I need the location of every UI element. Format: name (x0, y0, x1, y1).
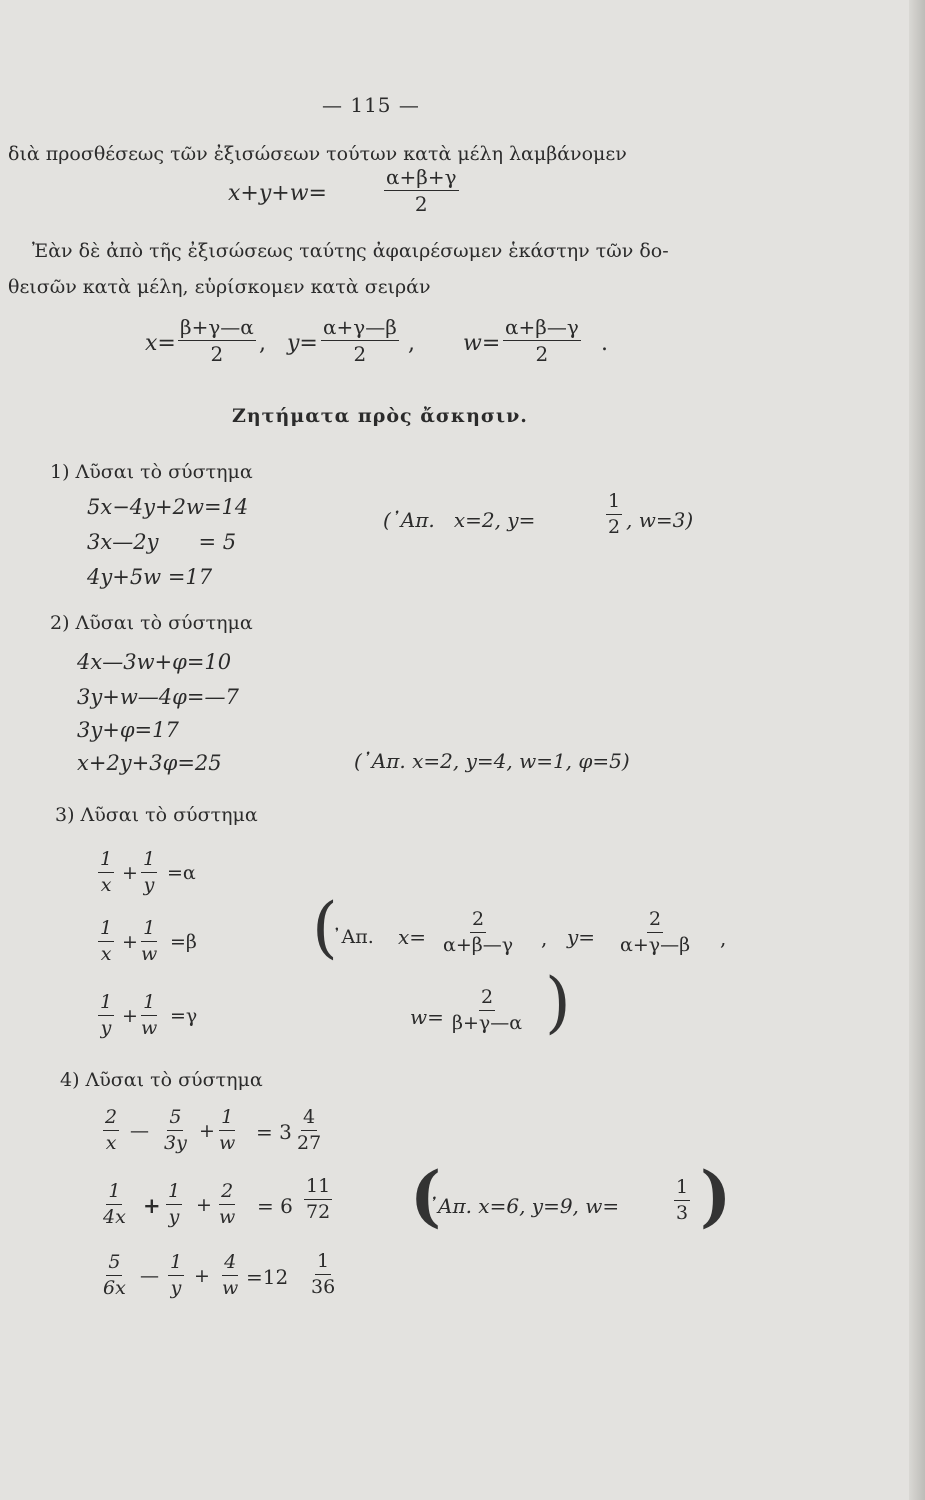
problem-3-eq-3-frac-2 (141, 993, 157, 1038)
denominator: w (219, 1132, 236, 1154)
problem-1-answer-numerator: 1 (606, 492, 622, 515)
problem-4-eq-3-mixed-fraction (311, 1252, 335, 1297)
numerator: 1 (315, 1252, 331, 1275)
problem-3-eq-1-frac-1 (98, 850, 114, 895)
numerator: 1 (98, 850, 114, 873)
problem-2-eq-1: 4x—3w+φ=10 (77, 650, 232, 674)
solution-w-numerator: α+β—γ (505, 315, 579, 339)
problem-4-eq-2-op-1: + (143, 1193, 161, 1218)
problem-3-eq-2-frac-1 (98, 919, 114, 964)
denominator: 27 (297, 1132, 322, 1154)
numerator: 1 (219, 1108, 235, 1131)
denominator: 3y (164, 1132, 187, 1154)
numerator: 1 (166, 1182, 182, 1205)
problem-4-answer-prefix: ᾽Απ. x=6, y=9, w= (428, 1194, 620, 1218)
problem-2-label: 2) Λῦσαι τὸ σύστημα (50, 612, 253, 634)
problem-4-eq-2-equals: = 6 (257, 1194, 293, 1218)
numerator: 2 (479, 988, 495, 1011)
problem-1-answer-prefix: (᾽Απ. x=2, y= (383, 508, 536, 532)
numerator: 4 (222, 1253, 238, 1276)
problem-3-answer-prefix: ᾽Απ. (332, 926, 374, 948)
solution-x-fraction (178, 317, 256, 364)
problem-2-eq-2: 3y+w—4φ=—7 (77, 685, 239, 709)
problem-4-label: 4) Λῦσαι τὸ σύστημα (60, 1069, 263, 1091)
denominator: β+γ—α (452, 1012, 523, 1034)
solution-y-numerator: α+γ—β (323, 315, 397, 339)
problem-3-answer-comma-2: , (720, 926, 727, 950)
problem-4-eq-2-frac-1 (103, 1182, 126, 1227)
numerator: 1 (674, 1178, 690, 1201)
numerator: 1 (98, 993, 114, 1016)
denominator: 36 (311, 1276, 336, 1298)
problem-3-eq-2-rhs: =β (170, 931, 197, 953)
problem-3-eq-3-frac-1 (98, 993, 114, 1038)
paragraph-line-2: θεισῶν κατὰ μέλη, εὑρίσκομεν κατὰ σειράν (8, 276, 431, 298)
problem-1-answer-suffix: , w=3) (626, 508, 694, 532)
numerator: 1 (168, 1253, 184, 1276)
solution-x-numerator: β+γ—α (180, 315, 254, 339)
denominator: y (100, 1017, 112, 1039)
problem-4-eq-1-frac-3 (219, 1108, 235, 1153)
denominator: x (100, 943, 112, 965)
paragraph-line-1: Ἐὰν δὲ ἀπὸ τῆς ἐξισώσεως ταύτης ἀφαιρέσωμεν ἑκάστην τῶν δο- (32, 240, 669, 262)
solution-comma-1: , (259, 331, 266, 356)
problem-4-eq-1-op-1: — (130, 1120, 149, 1142)
problem-2-answer: (᾽Απ. x=2, y=4, w=1, φ=5) (354, 749, 630, 773)
problem-3-label: 3) Λῦσαι τὸ σύστημα (55, 804, 258, 826)
numerator: 2 (103, 1108, 119, 1131)
denominator: α+γ—β (620, 934, 691, 956)
denominator: 72 (306, 1201, 331, 1223)
solution-y-fraction (321, 317, 399, 364)
problem-4-eq-2-frac-2 (166, 1182, 182, 1227)
denominator: y (170, 1277, 182, 1299)
problem-4-eq-3-frac-1 (103, 1253, 126, 1298)
problem-3-answer-comma-1: , (541, 926, 548, 950)
solution-x-lhs: x= (145, 331, 176, 356)
problem-4-eq-2-op-2: + (196, 1194, 212, 1216)
page-edge (909, 0, 925, 1500)
problem-4-eq-2-frac-3 (219, 1182, 235, 1227)
solution-w-denominator: 2 (535, 342, 549, 366)
problem-4-eq-3-frac-2 (168, 1253, 184, 1298)
problem-4-eq-1-mixed-fraction (297, 1108, 321, 1153)
problem-4-eq-1-op-2: + (199, 1120, 215, 1142)
numerator: 1 (106, 1182, 122, 1205)
problem-4-eq-3-equals: =12 (246, 1265, 289, 1289)
denominator: 4x (103, 1206, 126, 1228)
denominator: w (219, 1206, 236, 1228)
denominator: x (100, 874, 112, 896)
problem-1-eq-1: 5x−4y+2w=14 (87, 495, 249, 519)
problem-1-eq-3: 4y+5w =17 (87, 565, 213, 589)
numerator: 2 (470, 910, 486, 933)
solution-comma-2: , (408, 331, 415, 356)
problem-3-eq-2-op: + (122, 931, 138, 953)
problem-2-eq-4: x+2y+3φ=25 (77, 751, 222, 775)
problem-3-answer-w-fraction (452, 988, 522, 1033)
solution-x-denominator: 2 (210, 342, 224, 366)
denominator: y (168, 1206, 180, 1228)
problem-3-answer-y-lhs: y= (567, 925, 596, 949)
denominator: w (141, 943, 158, 965)
denominator: w (141, 1017, 158, 1039)
problem-4-eq-1-equals: = 3 (256, 1120, 292, 1144)
problem-3-eq-1-frac-2 (141, 850, 157, 895)
problem-4-answer-fraction (674, 1178, 690, 1223)
denominator: 6x (103, 1277, 126, 1299)
problem-4-eq-3-frac-3 (222, 1253, 238, 1298)
problem-3-answer-x-lhs: x= (398, 925, 427, 949)
problem-1-eq-2: 3x—2y = 5 (87, 530, 237, 554)
solution-w-lhs: w= (463, 331, 501, 356)
denominator: w (222, 1277, 239, 1299)
problem-2-eq-3: 3y+φ=17 (77, 718, 179, 742)
problem-3-eq-1-op: + (122, 862, 138, 884)
numerator: 4 (301, 1108, 317, 1131)
problem-3-answer-open-paren: ( (312, 889, 338, 966)
problem-3-eq-2-frac-2 (141, 919, 157, 964)
problem-4-eq-3-op-2: + (194, 1265, 210, 1287)
problem-4-eq-3-op-1: — (140, 1265, 159, 1287)
problem-3-eq-3-rhs: =γ (170, 1005, 198, 1027)
denominator: 3 (676, 1202, 689, 1224)
intro-line: διὰ προσθέσεως τῶν ἐξισώσεων τούτων κατὰ μέλη λαμβάνομεν (8, 143, 627, 165)
section-heading: Ζητήματα πρὸς ἄσκησιν. (232, 405, 528, 427)
page-number: — 115 — (322, 93, 420, 117)
problem-1-answer-denominator: 2 (608, 516, 621, 538)
problem-3-answer-close-paren: ) (545, 964, 571, 1041)
problem-4-eq-1-frac-1 (103, 1108, 119, 1153)
problem-4-answer-close-paren: ) (700, 1157, 732, 1235)
denominator: α+β—γ (443, 934, 514, 956)
solution-period: . (601, 331, 608, 356)
sum-eq-denominator: 2 (414, 192, 428, 216)
sum-eq-lhs: x+y+w= (228, 181, 327, 206)
problem-3-answer-w-lhs: w= (410, 1005, 444, 1029)
numerator: 1 (141, 919, 157, 942)
denominator: y (143, 874, 155, 896)
sum-eq-fraction (384, 167, 459, 214)
numerator: 2 (647, 910, 663, 933)
problem-3-eq-1-rhs: =α (167, 862, 196, 884)
problem-4-eq-1-frac-2 (164, 1108, 187, 1153)
numerator: 1 (141, 993, 157, 1016)
sum-eq-numerator: α+β+γ (386, 165, 457, 189)
solution-y-lhs: y= (287, 331, 318, 356)
numerator: 1 (141, 850, 157, 873)
problem-4-answer-open-paren: ( (410, 1157, 442, 1235)
problem-3-answer-x-fraction (443, 910, 513, 955)
numerator: 5 (106, 1253, 122, 1276)
solution-w-fraction (503, 317, 581, 364)
solution-y-denominator: 2 (353, 342, 367, 366)
problem-3-answer-y-fraction (620, 910, 690, 955)
denominator: x (105, 1132, 117, 1154)
problem-3-eq-3-op: + (122, 1005, 138, 1027)
problem-1-label: 1) Λῦσαι τὸ σύστημα (50, 461, 253, 483)
numerator: 1 (98, 919, 114, 942)
problem-1-answer-fraction (606, 492, 622, 537)
numerator: 2 (219, 1182, 235, 1205)
problem-4-eq-2-mixed-fraction (304, 1177, 332, 1222)
numerator: 5 (167, 1108, 183, 1131)
numerator: 11 (304, 1177, 332, 1200)
